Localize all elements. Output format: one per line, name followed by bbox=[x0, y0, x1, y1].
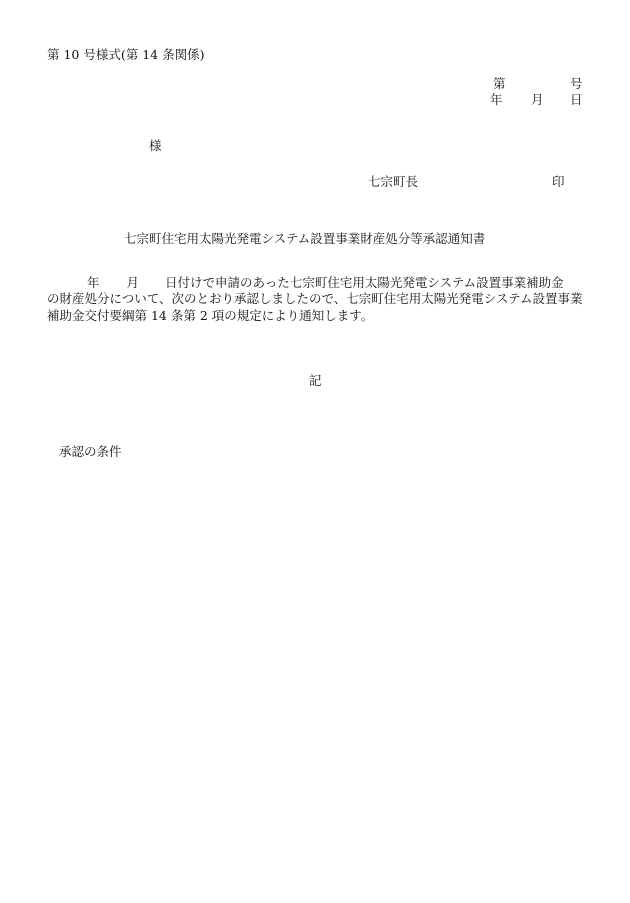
document-number-prefix: 第 bbox=[493, 76, 506, 91]
document-title: 七宗町住宅用太陽光発電システム設置事業財産処分等承認通知書 bbox=[124, 231, 486, 246]
body-line-1 bbox=[47, 277, 564, 290]
addressee-honorific: 様 bbox=[149, 138, 162, 153]
seal-mark: 印 bbox=[552, 174, 565, 189]
date-year-label: 年 bbox=[490, 92, 503, 107]
document-number-suffix: 号 bbox=[570, 76, 583, 91]
body-line-2: の財産処分について、次のとおり承認しましたので、七宗町住宅用太陽光発電システム設置事業 bbox=[47, 291, 583, 306]
body-month-label: 月 bbox=[126, 275, 140, 290]
date-month-label: 月 bbox=[531, 92, 544, 107]
approval-conditions-heading: 承認の条件 bbox=[59, 444, 122, 459]
form-number-label: 第 10 号様式(第 14 条関係) bbox=[47, 47, 205, 62]
body-line-1-text: 日付けで申請のあった七宗町住宅用太陽光発電システム設置事業補助金 bbox=[165, 275, 564, 290]
body-line-3: 補助金交付要綱第 14 条第 2 項の規定により通知します。 bbox=[47, 308, 374, 323]
date-day-label: 日 bbox=[570, 92, 583, 107]
ki-heading: 記 bbox=[309, 373, 322, 388]
body-year-label: 年 bbox=[87, 275, 100, 290]
sender-title: 七宗町長 bbox=[368, 174, 419, 189]
